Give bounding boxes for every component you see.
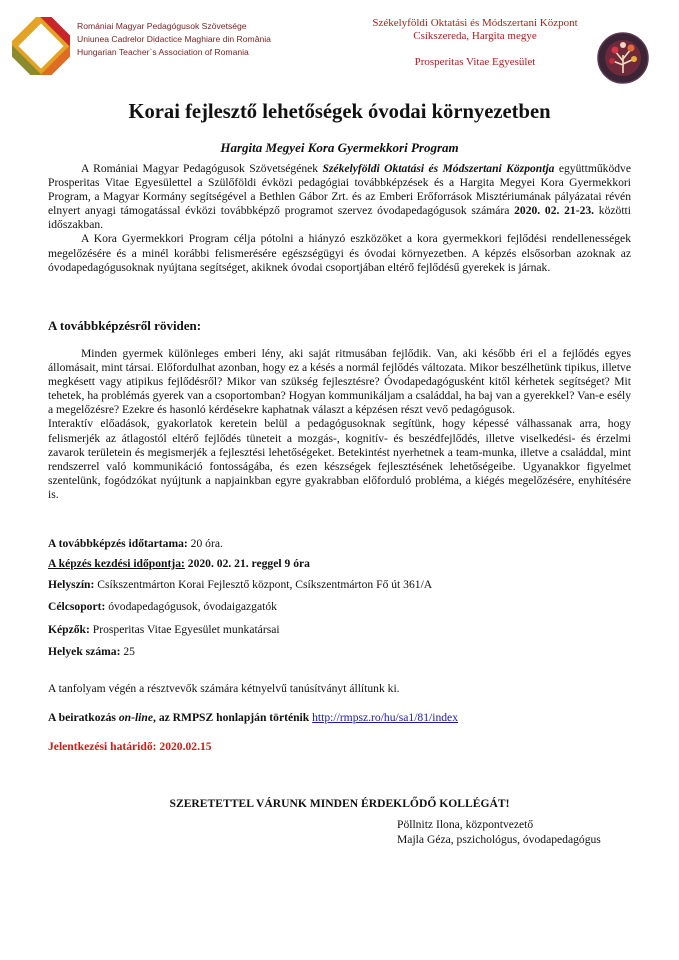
description-section [48, 347, 631, 502]
center-name: Székelyföldi Oktatási és Módszertani Központ [372, 17, 578, 29]
info-start [48, 557, 310, 570]
enroll-online: on-line [118, 711, 154, 724]
intro-text-end: közötti időszakban. [48, 204, 631, 232]
enroll-text: A beiratkozás [48, 711, 119, 724]
org-names [77, 20, 297, 59]
page-title: Korai fejlesztő lehetőségek óvodai környezetben [128, 101, 551, 123]
trainers-label: Képzők: [48, 623, 90, 636]
description-paragraph-2: Interaktív előadások, gyakorlatok keretein belül a pedagógusoknak segítünk, hogy képessé válhassanak arra, hogy felismerjék az átlagostól eltérő fejlődés tüneteit a mozgás-, kognitív- és beszédfejlődés, illetve viselkedési- és érzelmi zavarok területein és megismerjék a fejlesztési lehetőségeket. Betekintést nyerhetnek a team-munka, illetve a családdal, mint rendszerrel való kommunikáció fontosságába, és ezen készségek fejlesztésének lehetőségeibe. Ugyanakkor figyelmet szentelünk, fogódzókat nyújtunk a napjainkban egyre gyakrabban előforduló probléma, a kiégés megelőzésére, enyhítésére is. [48, 417, 631, 501]
start-label: A képzés kezdési időpontja: [48, 557, 185, 570]
org-name-hu: Romániai Magyar Pedagógusok Szövetsége [77, 21, 247, 31]
place-label: Helyszín: [48, 578, 95, 591]
info-place [48, 578, 432, 591]
seats-value: 25 [120, 645, 135, 658]
trainers-value: Prosperitas Vitae Egyesület munkatársai [89, 623, 280, 636]
intro-paragraph-2: A Kora Gyermekkori Program célja pótolni a hiányzó eszközöket a kora gyermekkori fejlődési rendellenességek megelőzésére és a minél korábbi felismerésére egészségügyi és óvodai környezetben. A képzés elsősorban azoknak az óvodapedagógusoknak nyújtana segítséget, akiknek óvodai csoportjában eltérő fejlődésű gyerekek is járnak. [48, 232, 631, 274]
target-label: Célcsoport: [48, 600, 106, 613]
intro-paragraph-1 [48, 162, 631, 232]
deadline: Jelentkezési határidő: 2020.02.15 [48, 740, 212, 753]
org-name-ro: Uniunea Cadrelor Didactice Maghiare din România [77, 34, 271, 44]
signature-line-2: Majla Géza, pszichológus, óvodapedagógus [397, 832, 601, 846]
prosperitas-vitae-logo-icon [596, 31, 650, 85]
rmpsz-logo-icon [12, 17, 70, 75]
enroll-text-cont: , az RMPSZ honlapján történik [153, 711, 313, 724]
info-duration [48, 537, 223, 550]
info-trainers [48, 623, 280, 636]
intro-text-cont: együttműködve Prosperitas Vitae Egyesülettel a Szülőföldi évközi pedagógiai továbbképzések és a Hargita Megyei Kora Gyermekkori Program, a Magyar Kormány segítségével a Bethlen Gábor Zrt. és az Emberi Erőforrások Misztériumának pályázatai révén elnyert anyagi támogatással évközi továbbképző programot szervez óvodapedagógusok számára [48, 162, 631, 218]
seats-label: Helyek száma: [48, 645, 121, 658]
intro-date: 2020. 02. 21-23. [514, 204, 595, 218]
header-right [350, 17, 600, 69]
intro-section [48, 162, 631, 275]
page-subtitle: Hargita Megyei Kora Gyermekkori Program [220, 140, 459, 155]
org-name-en: Hungarian Teacher`s Association of Romania [77, 47, 249, 57]
start-value: 2020. 02. 21. reggel 9 óra [184, 557, 310, 570]
certificate-note: A tanfolyam végén a résztvevők számára kétnyelvű tanúsítványt állítunk ki. [48, 682, 400, 695]
intro-text: A Romániai Magyar Pedagógusok Szövetségének [81, 162, 323, 175]
info-seats [48, 645, 135, 658]
welcome-message: SZERETETTEL VÁRUNK MINDEN ÉRDEKLŐDŐ KOLLÉGÁT! [169, 797, 510, 810]
section-heading: A továbbképzésről röviden: [48, 318, 202, 333]
enrollment-line [48, 711, 458, 724]
duration-value: 20 óra. [187, 537, 223, 550]
duration-label: A továbbképzés időtartama: [48, 537, 188, 550]
place-value: Csíkszentmárton Korai Fejlesztő központ, Csíkszentmárton Fő út 361/A [94, 578, 433, 591]
info-target [48, 600, 277, 613]
description-paragraph-1: Minden gyermek különleges emberi lény, aki saját ritmusában fejlődik. Van, aki később éri el a fejlődés egyes állomásait, mint társai. Előfordulhat azonban, hogy ez a késés a normál fejlődés változata. Mikor beszélhetünk tipikus, illetve megkésett vagy atipikus fejlődésről? Mikor van szükség fejlesztésre? Óvodapedagógusként kitől kérhetek segítséget? Mit tehetek, ha problémás gyerek van a csoportomban? Hogyan kommunikáljam a családdal, ha baj van a gyerekkel? Van-e esély a megelőzésre? Ezekre és hasonló kérdésekre kaphatnak választ a képzésen részt vevő pedagógusok. [48, 347, 631, 417]
association-name: Prosperitas Vitae Egyesület [414, 56, 536, 68]
target-value: óvodapedagógusok, óvodaigazgatók [105, 600, 277, 613]
enrollment-link[interactable]: http://rmpsz.ro/hu/sa1/81/index [312, 711, 458, 724]
signature-block [397, 818, 601, 847]
signature-line-1: Pöllnitz Ilona, központvezető [397, 818, 534, 831]
intro-center-name: Székelyföldi Oktatási és Módszertani Központja [322, 162, 555, 175]
center-location: Csíkszereda, Hargita megye [413, 30, 537, 42]
